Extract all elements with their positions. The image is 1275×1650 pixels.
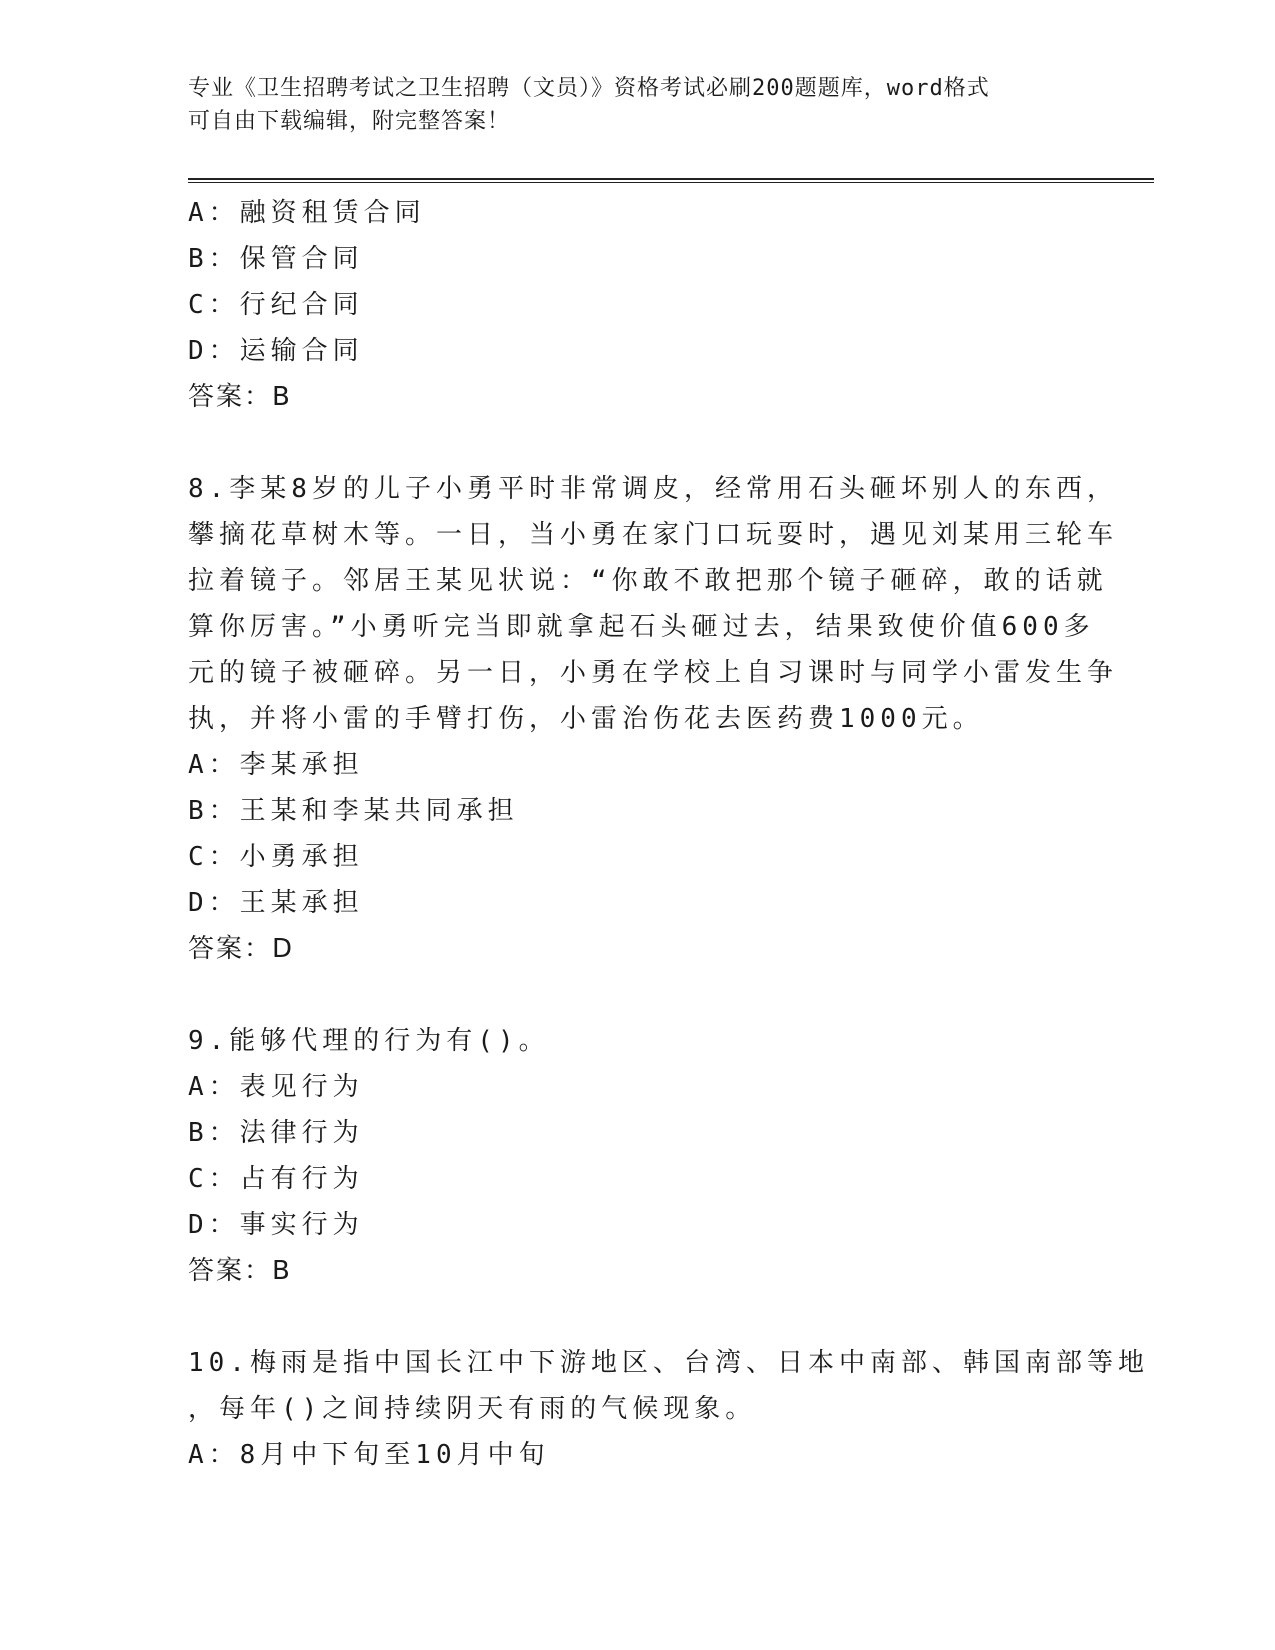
question-7 (188, 190, 1088, 420)
question-9 (188, 1018, 1088, 1294)
option-d: D：王某承担 (188, 888, 364, 918)
option-c: C：小勇承担 (188, 842, 364, 872)
document-header (188, 72, 1088, 138)
option-c: C：占有行为 (188, 1164, 364, 1194)
question-10 (188, 1340, 1149, 1478)
option-b: B：保管合同 (188, 244, 364, 274)
option-c: C：行纪合同 (188, 290, 364, 320)
option-b: B：王某和李某共同承担 (188, 796, 519, 826)
option-a: A：李某承担 (188, 750, 364, 780)
option-a: A：8月中下旬至10月中旬 (188, 1440, 550, 1470)
question-stem-line: 算你厉害。”小勇听完当即就拿起石头砸过去，结果致使价值600多 (188, 612, 1095, 642)
spacer (188, 1294, 1088, 1340)
option-d: D：事实行为 (188, 1210, 364, 1240)
header-divider (188, 178, 1154, 183)
question-stem-line: 9.能够代理的行为有()。 (188, 1026, 550, 1056)
question-8 (188, 466, 1119, 972)
question-stem-line: 元的镜子被砸碎。另一日，小勇在学校上自习课时与同学小雷发生争 (188, 658, 1119, 688)
question-stem-line: 8.李某8岁的儿子小勇平时非常调皮，经常用石头砸坏别人的东西， (188, 474, 1118, 504)
answer-line: 答案：B (188, 382, 292, 412)
question-stem-line: 拉着镜子。邻居王某见状说：“你敢不敢把那个镜子砸碎，敢的话就 (188, 566, 1108, 596)
option-d: D：运输合同 (188, 336, 364, 366)
question-stem-line: 10.梅雨是指中国长江中下游地区、台湾、日本中南部、韩国南部等地 (188, 1348, 1149, 1378)
header-line-1: 专业《卫生招聘考试之卫生招聘（文员）》资格考试必刷200题题库，word格式 (188, 76, 990, 101)
spacer (188, 972, 1088, 1018)
question-stem-line: 执，并将小雷的手臂打伤，小雷治伤花去医药费1000元。 (188, 704, 984, 734)
header-line-2: 可自由下载编辑，附完整答案！ (188, 109, 511, 134)
answer-line: 答案：B (188, 1256, 292, 1286)
question-stem-line: ，每年()之间持续阴天有雨的气候现象。 (188, 1394, 757, 1424)
answer-line: 答案：D (188, 934, 295, 964)
option-b: B：法律行为 (188, 1118, 364, 1148)
question-stem-line: 攀摘花草树木等。一日，当小勇在家门口玩耍时，遇见刘某用三轮车 (188, 520, 1119, 550)
spacer (188, 420, 1088, 466)
option-a: A：融资租赁合同 (188, 198, 426, 228)
option-a: A：表见行为 (188, 1072, 364, 1102)
question-list (188, 190, 1149, 1478)
